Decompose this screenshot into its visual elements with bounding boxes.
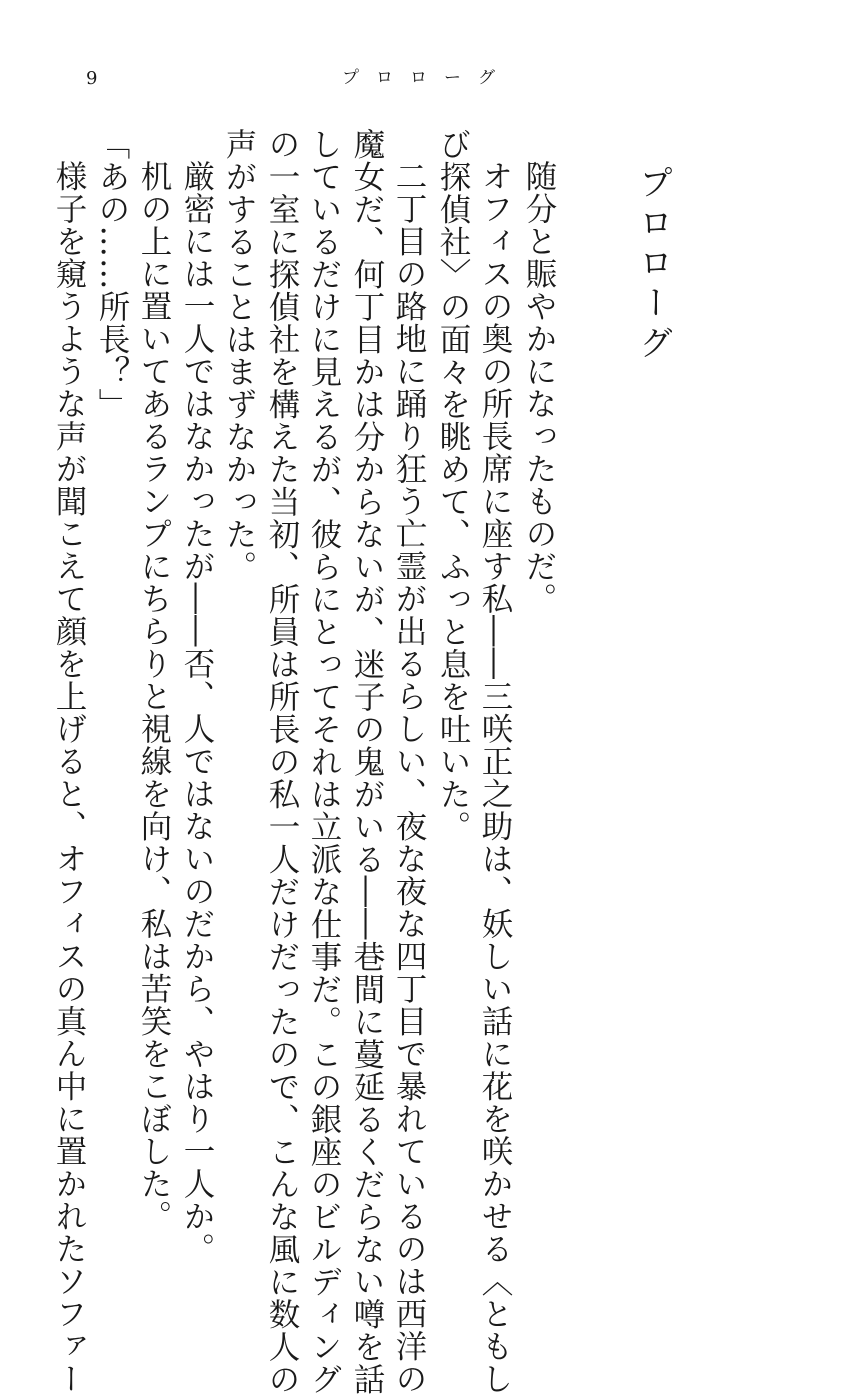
body-column: しているだけに見えるが、彼らにとってそれは立派な仕事だ。この銀座のビルディング [306, 128, 342, 1396]
body-column: 机の上に置いてあるランプにちらりと視線を向け、私は苦笑をこぼした。 [136, 160, 172, 1233]
page-number: 9 [86, 68, 98, 89]
body-column: 声がすることはまずなかった。 [221, 128, 257, 583]
body-column: 「あの……所長？」 [94, 128, 130, 421]
body-column: 二丁目の路地に踊り狂う亡霊が出るらしい、夜な夜な四丁目で暴れているのは西洋の [391, 160, 427, 1395]
running-head: プロローグ [342, 68, 512, 88]
body-column: 魔女だ、何丁目かは分からないが、迷子の鬼がいる――巷間に蔓延るくだらない噂を話 [349, 128, 385, 1396]
body-column: オフィスの奥の所長席に座す私――三咲正之助は、妖しい話に花を咲かせる〈ともし [477, 160, 513, 1395]
body-column: 随分と賑やかになったものだ。 [521, 160, 557, 615]
body-column: 厳密には一人ではなかったが――否、人ではないのだから、やはり一人か。 [179, 160, 215, 1265]
body-column: び探偵社〉の面々を眺めて、ふっと息を吐いた。 [435, 128, 471, 843]
chapter-title: プロローグ [632, 165, 673, 365]
body-column: 様子を窺うような声が聞こえて顔を上げると、オフィスの真ん中に置かれたソファー [51, 160, 87, 1395]
body-column: の一室に探偵社を構えた当初、所員は所長の私一人だけだったので、こんな風に数人の [264, 128, 300, 1396]
